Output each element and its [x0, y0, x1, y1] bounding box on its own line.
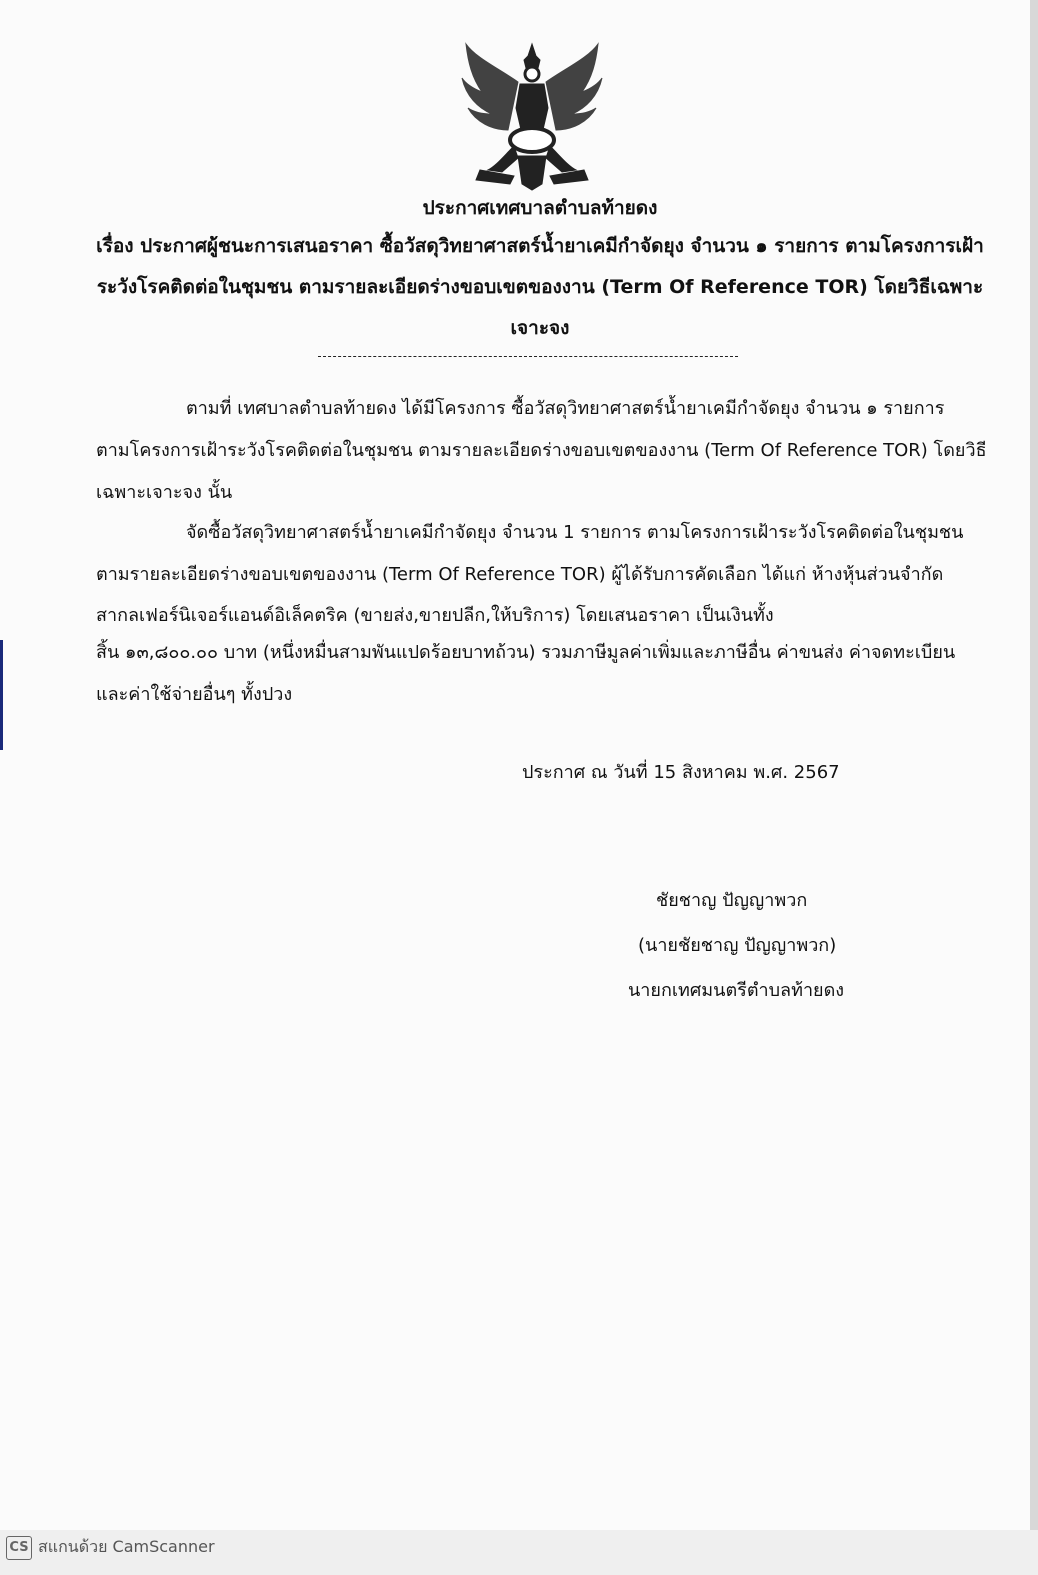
- paragraph-2-line: ตามรายละเอียดร่างขอบเขตของงาน (Term Of Reference TOR) ผู้ได้รับการคัดเลือก ได้แก่ ห้างหุ้นส่วนจำกัด: [96, 564, 944, 585]
- garuda-emblem-icon: [458, 38, 606, 192]
- scan-margin-mark: [0, 640, 3, 750]
- divider: [318, 356, 738, 357]
- camscanner-logo-icon: CS: [6, 1536, 32, 1560]
- document-title: ประกาศเทศบาลตำบลท้ายดง: [422, 197, 658, 219]
- paragraph-2-line: และค่าใช้จ่ายอื่นๆ ทั้งปวง: [96, 684, 293, 705]
- paragraph-1-line: เฉพาะเจาะจง นั้น: [96, 482, 233, 503]
- paragraph-2-line: สิ้น ๑๓,๘๐๐.๐๐ บาท (หนึ่งหมื่นสามพันแปดร้อยบาทถ้วน) รวมภาษีมูลค่าเพิ่มและภาษีอื่น ค่าขนส่ง ค่าจดทะเบียน: [96, 642, 956, 663]
- signature: ชัยชาญ ปัญญาพวก: [656, 890, 808, 911]
- signatory-name: (นายชัยชาญ ปัญญาพวก): [638, 935, 837, 956]
- paragraph-1-line: ตามที่ เทศบาลตำบลท้ายดง ได้มีโครงการ ซื้อวัสดุวิทยาศาสตร์น้ำยาเคมีกำจัดยุง จำนวน ๑ รายการ: [186, 398, 945, 419]
- scanner-watermark: [6, 1535, 215, 1560]
- paragraph-2-line: สากลเฟอร์นิเจอร์แอนด์อิเล็คตริค (ขายส่ง,ขายปลีก,ให้บริการ) โดยเสนอราคา เป็นเงินทั้ง: [96, 605, 774, 626]
- subject-line: เจาะจง: [510, 317, 570, 339]
- announcement-date: ประกาศ ณ วันที่ 15 สิงหาคม พ.ศ. 2567: [522, 762, 840, 783]
- document-subject: [70, 226, 1010, 349]
- signatory-position: นายกเทศมนตรีตำบลท้ายดง: [628, 980, 845, 1001]
- subject-line: เรื่อง ประกาศผู้ชนะการเสนอราคา ซื้อวัสดุวิทยาศาสตร์น้ำยาเคมีกำจัดยุง จำนวน ๑ รายการ ตามโครงการเฝ้า: [96, 235, 984, 257]
- subject-line: ระวังโรคติดต่อในชุมชน ตามรายละเอียดร่างขอบเขตของงาน (Term Of Reference TOR) โดยวิธีเฉพาะ: [96, 276, 984, 298]
- scanner-text: สแกนด้วย CamScanner: [38, 1537, 215, 1556]
- paragraph-2-line: จัดซื้อวัสดุวิทยาศาสตร์น้ำยาเคมีกำจัดยุง จำนวน 1 รายการ ตามโครงการเฝ้าระวังโรคติดต่อในชุมชน: [186, 522, 964, 543]
- scan-edge: [1030, 0, 1038, 1575]
- paragraph-1-line: ตามโครงการเฝ้าระวังโรคติดต่อในชุมชน ตามรายละเอียดร่างขอบเขตของงาน (Term Of Reference TOR) โดยวิธี: [96, 440, 987, 461]
